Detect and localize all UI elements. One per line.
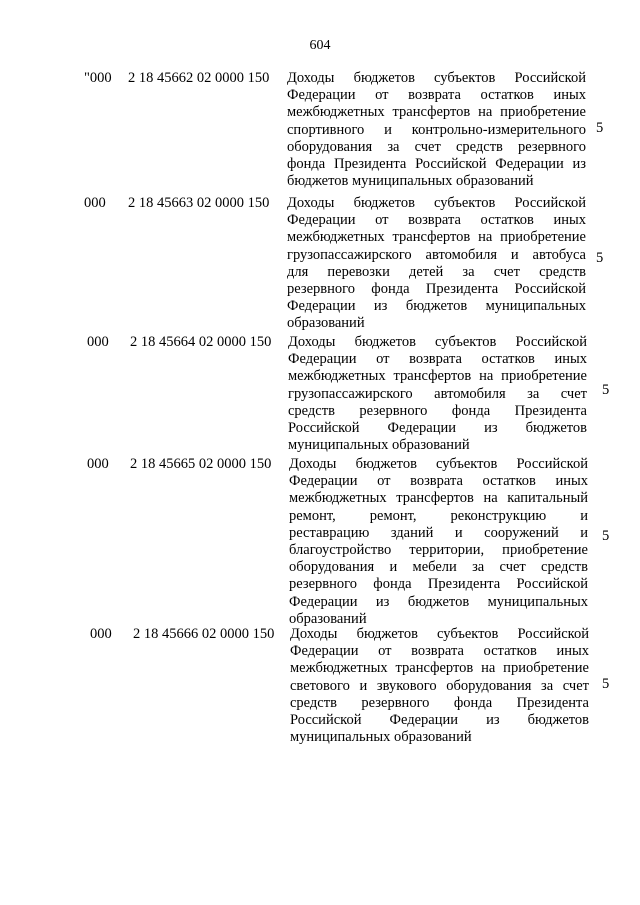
budget-classification-code: 2 18 45666 02 0000 150 (133, 626, 275, 642)
description-line: межбюджетных трансфертов на приобретение (290, 660, 589, 677)
description-line: фонда Президента Российской Федерации из (287, 155, 586, 172)
description-line: Доходы бюджетов субъектов Российской (287, 195, 586, 211)
description-line: реставрацию зданий и сооружений и (289, 524, 588, 541)
description-line: для перевозки детей за счет средств (287, 263, 586, 280)
description-line: Федерации от возврата остатков иных (288, 351, 587, 368)
standard-percent: 5 (602, 528, 610, 544)
budget-classification-code: 2 18 45662 02 0000 150 (128, 70, 270, 86)
description-line: муниципальных образований (290, 729, 472, 746)
description-line: межбюджетных трансфертов на капитальный (289, 490, 588, 507)
description-line: Российской Федерации из бюджетов (290, 711, 589, 728)
admin-code: 000 (90, 626, 112, 642)
description-line: Федерации из бюджетов муниципальных (289, 593, 588, 610)
admin-code: 000 (87, 456, 109, 472)
description-line: Федерации от возврата остатков иных (287, 212, 586, 229)
description-line: Доходы бюджетов субъектов Российской (290, 626, 589, 642)
description-line: образований (289, 610, 367, 627)
description-line: грузопассажирского автомобиля за счет (288, 385, 587, 402)
budget-classification-code: 2 18 45663 02 0000 150 (128, 195, 270, 211)
description-line: светового и звукового оборудования за счет (290, 677, 589, 694)
admin-code: 000 (84, 195, 106, 211)
description-line: межбюджетных трансфертов на приобретение (287, 104, 586, 121)
description-line: муниципальных образований (288, 437, 470, 454)
budget-classification-code: 2 18 45664 02 0000 150 (130, 334, 272, 350)
description-line: ремонт, ремонт, реконструкцию и (289, 507, 588, 524)
description-line: Доходы бюджетов субъектов Российской (289, 456, 588, 472)
description-line: средств резервного фонда Президента (290, 694, 589, 711)
income-description (287, 70, 586, 190)
income-description (288, 334, 587, 454)
standard-percent: 5 (596, 120, 604, 136)
description-line: Федерации от возврата остатков иных (289, 473, 588, 490)
description-line: оборудования и мебели за счет средств (289, 559, 588, 576)
description-line: Федерации от возврата остатков иных (290, 643, 589, 660)
page-number: 604 (309, 38, 331, 53)
description-line: Доходы бюджетов субъектов Российской (288, 334, 587, 350)
admin-code: 000 (87, 334, 109, 350)
description-line: Федерации из бюджетов муниципальных (287, 298, 586, 315)
income-description (289, 456, 588, 628)
description-line: грузопассажирского автомобиля и автобуса (287, 246, 586, 263)
description-line: бюджетов муниципальных образований (287, 173, 534, 190)
description-line: резервного фонда Президента Российской (287, 280, 586, 297)
description-line: Доходы бюджетов субъектов Российской (287, 70, 586, 86)
description-line: образований (287, 315, 365, 332)
income-description (290, 626, 589, 746)
description-line: межбюджетных трансфертов на приобретение (288, 368, 587, 385)
description-line: средств резервного фонда Президента (288, 402, 587, 419)
budget-classification-code: 2 18 45665 02 0000 150 (130, 456, 272, 472)
description-line: межбюджетных трансфертов на приобретение (287, 229, 586, 246)
description-line: спортивного и контрольно-измерительного (287, 121, 586, 138)
standard-percent: 5 (602, 382, 610, 398)
description-line: резервного фонда Президента Российской (289, 576, 588, 593)
description-line: Российской Федерации из бюджетов (288, 419, 587, 436)
income-description (287, 195, 586, 333)
description-line: оборудования за счет средств резервного (287, 138, 586, 155)
description-line: Федерации от возврата остатков иных (287, 87, 586, 104)
standard-percent: 5 (596, 250, 604, 266)
description-line: благоустройство территории, приобретение (289, 541, 588, 558)
standard-percent: 5 (602, 676, 610, 692)
admin-code: "000 (84, 70, 112, 86)
